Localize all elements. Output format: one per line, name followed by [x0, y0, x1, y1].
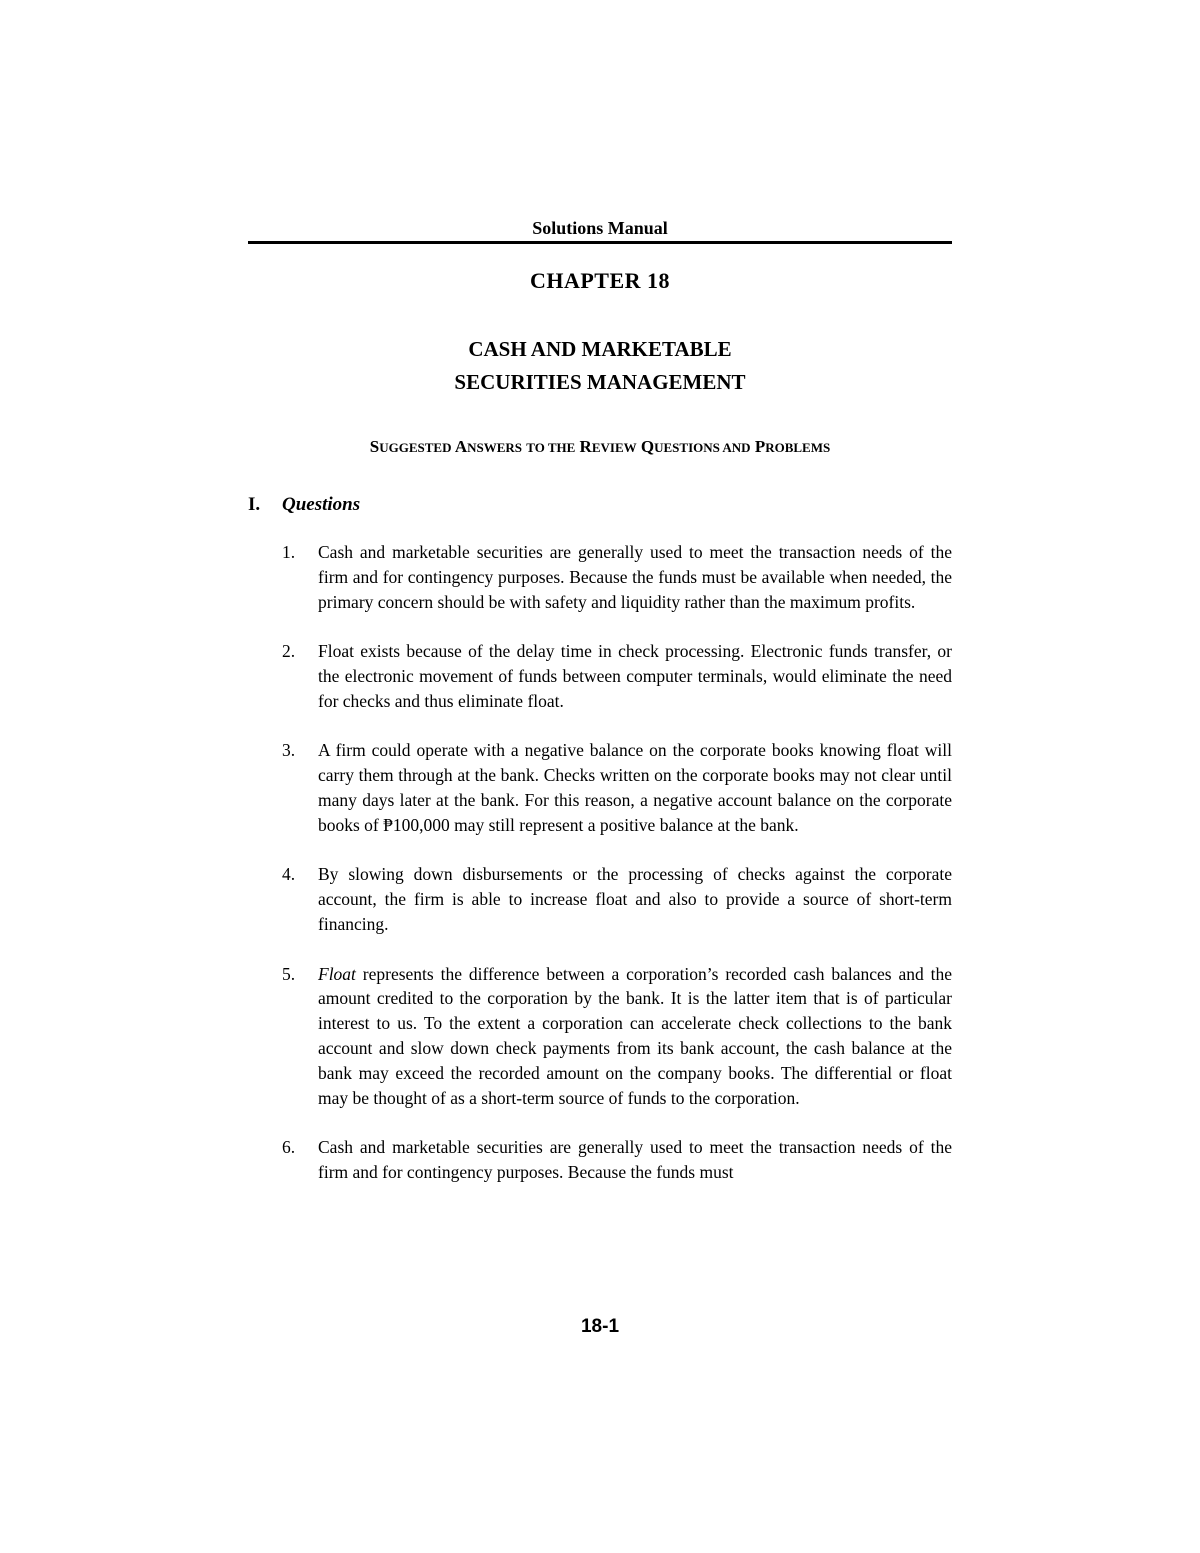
question-item — [278, 1135, 952, 1185]
question-text: By slowing down disbursements or the processing of checks against the corporate account, the firm is able to increase float and also to provide a source of short-term financing. — [318, 864, 952, 934]
subtitle-w4-rest: EVIEW — [591, 440, 637, 455]
chapter-label: CHAPTER 18 — [529, 268, 671, 293]
header-rule — [248, 241, 952, 244]
question-item — [278, 738, 952, 837]
subtitle-w6-rest: ROBLEMS — [765, 440, 831, 455]
question-number: 3. — [282, 740, 296, 761]
question-item — [278, 962, 952, 1111]
subtitle-w4-cap: R — [579, 437, 592, 456]
question-item — [278, 862, 952, 936]
question-item — [278, 540, 952, 614]
question-text — [318, 964, 952, 1108]
question-number: 1. — [282, 542, 296, 562]
subtitle-w2-rest: NSWERS — [467, 440, 523, 455]
subtitle-w3: TO THE — [526, 440, 576, 455]
subtitle-w6-cap: P — [754, 437, 766, 456]
section-number: I. — [248, 494, 261, 515]
question-text: Cash and marketable securities are generally used to meet the transaction needs of the firm and for contingency purposes. Because the funds must — [318, 1137, 952, 1182]
float-term: Float — [318, 963, 356, 984]
question-text-body: represents the difference between a corporation’s recorded cash balances and the amount credited to the corporation by the bank. It is the latter item that is of particular interest to us. To the extent a corporation can accelerate check collections to the bank account and slow down check payments from its bank account, the cash balance at the bank may exceed the recorded amount on the company books. The differential or float may be thought of as a short-term source of funds to the corporation. — [318, 963, 952, 1108]
chapter-title-line-2: SECURITIES MANAGEMENT — [454, 370, 746, 394]
subtitle-w5-rest: UESTIONS AND — [654, 440, 751, 455]
section-heading — [248, 494, 360, 516]
question-number: 6. — [282, 1137, 296, 1158]
question-list — [278, 540, 952, 1210]
question-text: A firm could operate with a negative balance on the corporate books knowing float will carry them through at the bank. Checks written on the corporate books may not clear until many days later at the bank. For this reason, a negative account balance on the corporate books of ₱100,000 may still represent a positive balance at the bank. — [318, 740, 952, 835]
question-item — [278, 639, 952, 713]
question-number: 4. — [282, 864, 296, 885]
subtitle-w1-rest: UGGESTED — [379, 440, 452, 455]
page-number: 18-1 — [580, 1316, 620, 1337]
subtitle-w5-cap: Q — [640, 437, 655, 456]
question-number: 5. — [282, 963, 296, 984]
question-text: Float exists because of the delay time in check processing. Electronic funds transfer, or the electronic movement of funds between computer terminals, would eliminate the need for checks and thus eliminate float. — [318, 641, 952, 711]
subtitle-w1-cap: S — [369, 437, 380, 456]
section-subtitle — [248, 437, 952, 457]
question-number: 2. — [282, 641, 296, 662]
question-text: Cash and marketable securities are generally used to meet the transaction needs of the firm and for contingency purposes. Because the funds must be available when needed, the primary concern should be with safety and liquidity rather than the maximum profits. — [318, 542, 952, 612]
chapter-title-line-1: CASH AND MARKETABLE — [468, 337, 732, 361]
running-header: Solutions Manual — [532, 218, 668, 238]
subtitle-w2-cap: A — [454, 437, 468, 456]
section-label: Questions — [282, 494, 361, 515]
